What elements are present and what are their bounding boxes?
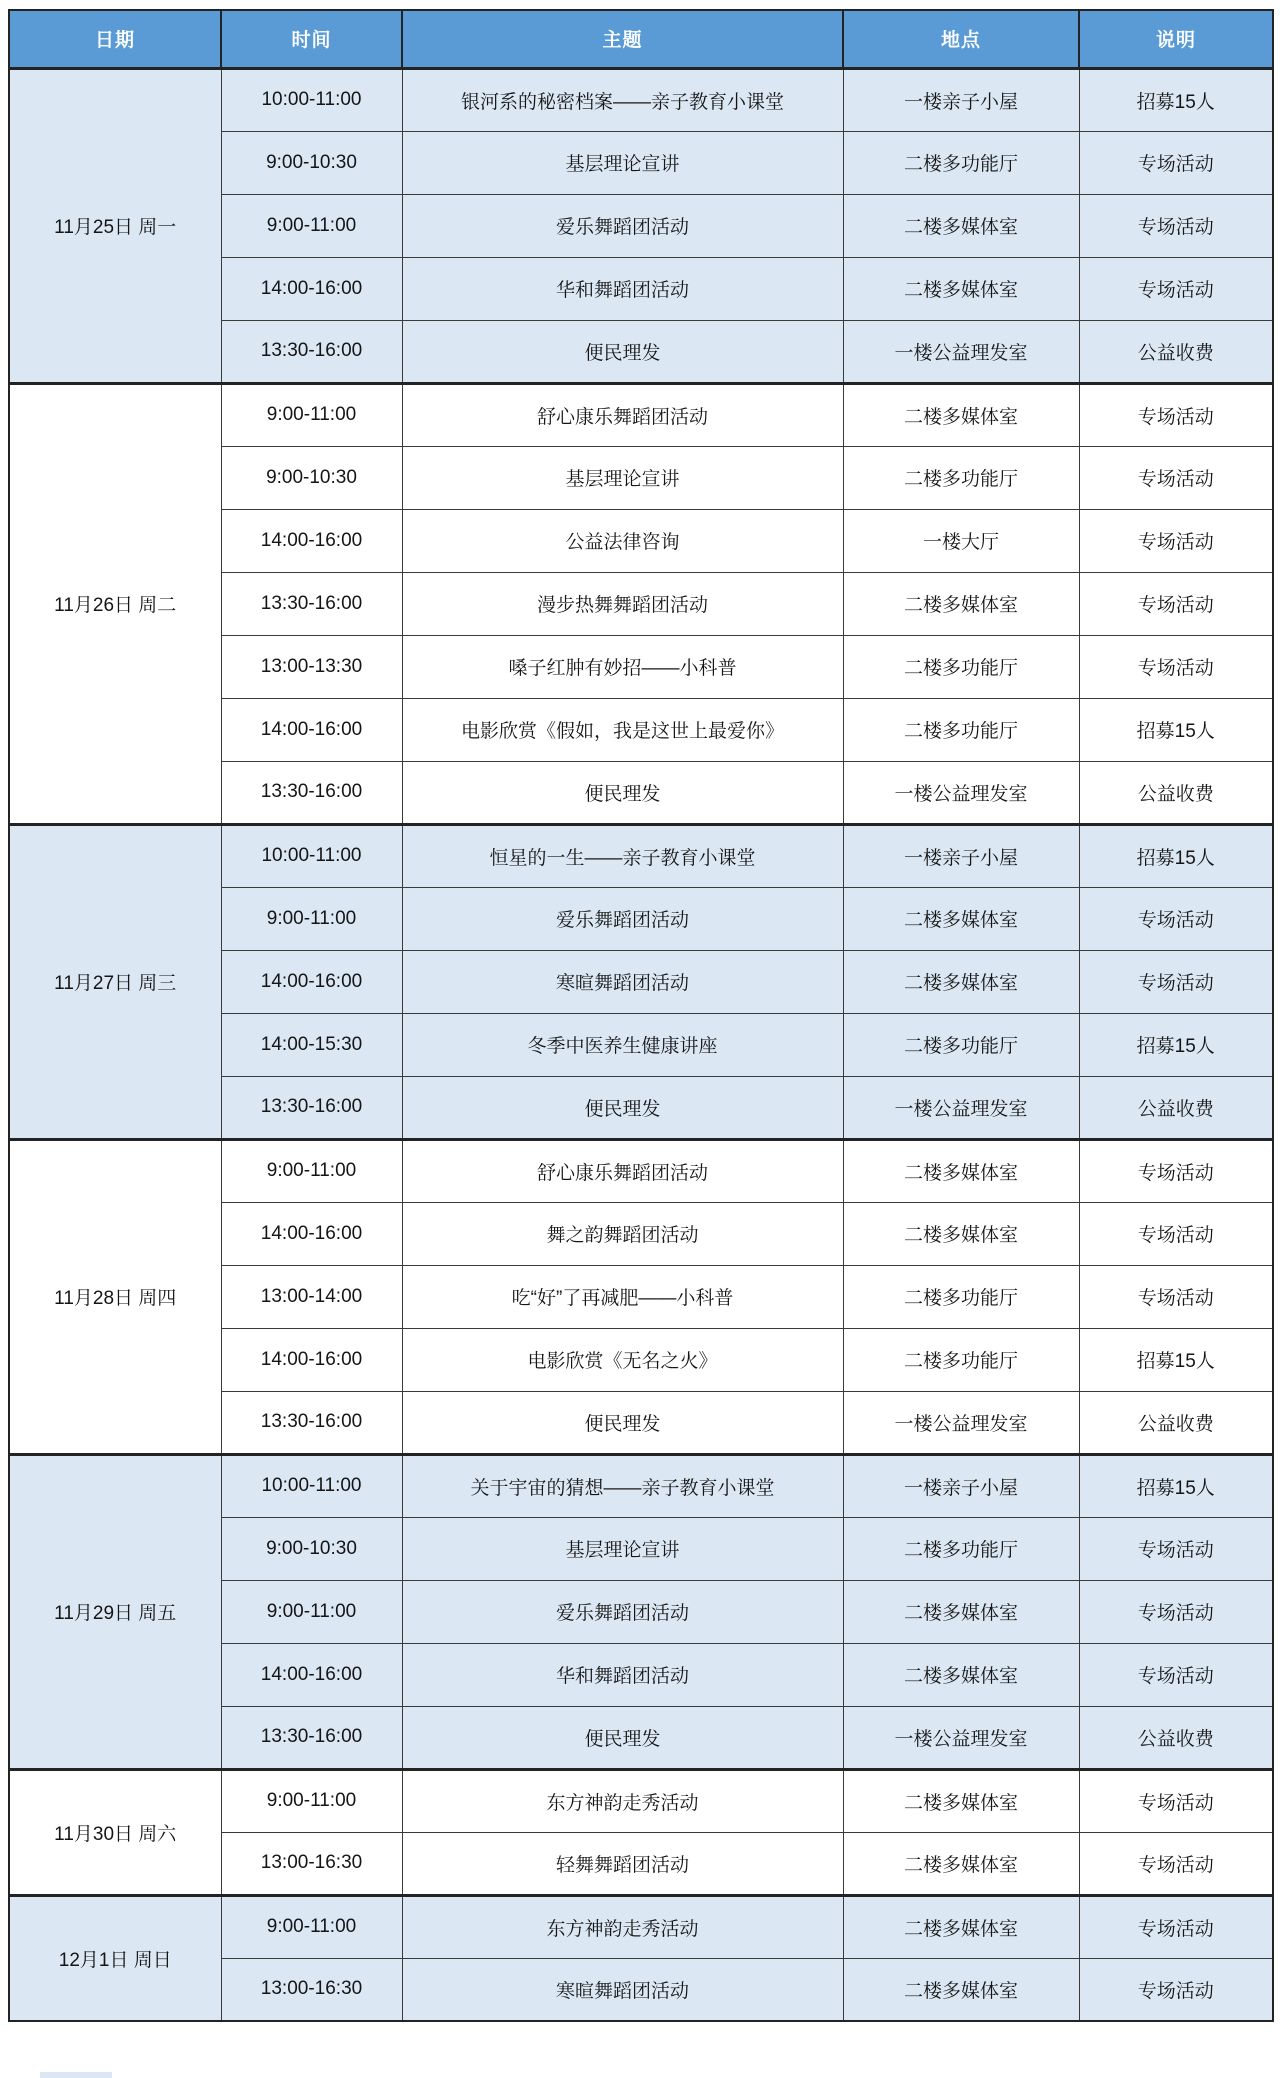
- location-cell: 二楼多媒体室: [843, 572, 1079, 635]
- time-cell: 9:00-11:00: [221, 194, 402, 257]
- header-row: [9, 10, 1273, 68]
- time-cell: 14:00-15:30: [221, 1013, 402, 1076]
- topic-cell: 东方神韵走秀活动: [402, 1895, 843, 1958]
- topic-cell: 基层理论宣讲: [402, 131, 843, 194]
- time-cell: 14:00-16:00: [221, 509, 402, 572]
- column-header-date: 日期: [9, 10, 221, 68]
- topic-cell: 吃“好”了再减肥——小科普: [402, 1265, 843, 1328]
- topic-cell: 东方神韵走秀活动: [402, 1769, 843, 1832]
- time-cell: 10:00-11:00: [221, 824, 402, 887]
- topic-cell: 恒星的一生——亲子教育小课堂: [402, 824, 843, 887]
- topic-cell: 基层理论宣讲: [402, 446, 843, 509]
- table-row: [9, 68, 1273, 131]
- note-cell: 招募15人: [1079, 1328, 1273, 1391]
- location-cell: 二楼多媒体室: [843, 1139, 1079, 1202]
- time-cell: 13:00-16:30: [221, 1832, 402, 1895]
- location-cell: 二楼多功能厅: [843, 1013, 1079, 1076]
- table-row: [9, 383, 1273, 446]
- time-cell: 13:30-16:00: [221, 1076, 402, 1139]
- note-cell: 专场活动: [1079, 950, 1273, 1013]
- location-cell: 二楼多功能厅: [843, 1328, 1079, 1391]
- column-header-note: 说明: [1079, 10, 1273, 68]
- note-cell: 专场活动: [1079, 1643, 1273, 1706]
- table-row: [9, 1454, 1273, 1517]
- note-cell: 公益收费: [1079, 1706, 1273, 1769]
- date-cell: 11月29日 周五: [9, 1454, 221, 1769]
- location-cell: 二楼多媒体室: [843, 1580, 1079, 1643]
- date-cell: 11月26日 周二: [9, 383, 221, 824]
- note-cell: 招募15人: [1079, 698, 1273, 761]
- location-cell: 二楼多媒体室: [843, 194, 1079, 257]
- time-cell: 9:00-11:00: [221, 1139, 402, 1202]
- topic-cell: 银河系的秘密档案——亲子教育小课堂: [402, 68, 843, 131]
- time-cell: 9:00-10:30: [221, 446, 402, 509]
- table-row: [9, 824, 1273, 887]
- column-header-topic: 主题: [402, 10, 843, 68]
- topic-cell: 便民理发: [402, 320, 843, 383]
- topic-cell: 寒暄舞蹈团活动: [402, 1958, 843, 2021]
- date-cell: 11月30日 周六: [9, 1769, 221, 1895]
- note-cell: 专场活动: [1079, 257, 1273, 320]
- note-cell: 专场活动: [1079, 1517, 1273, 1580]
- table-row: [9, 1769, 1273, 1832]
- topic-cell: 电影欣赏《假如，我是这世上最爱你》: [402, 698, 843, 761]
- note-cell: 专场活动: [1079, 1139, 1273, 1202]
- time-cell: 13:30-16:00: [221, 320, 402, 383]
- time-cell: 14:00-16:00: [221, 1202, 402, 1265]
- topic-cell: 舒心康乐舞蹈团活动: [402, 383, 843, 446]
- note-cell: 公益收费: [1079, 1391, 1273, 1454]
- location-cell: 二楼多媒体室: [843, 257, 1079, 320]
- note-cell: 专场活动: [1079, 509, 1273, 572]
- table-row: [9, 1895, 1273, 1958]
- topic-cell: 舒心康乐舞蹈团活动: [402, 1139, 843, 1202]
- location-cell: 一楼公益理发室: [843, 1076, 1079, 1139]
- location-cell: 二楼多功能厅: [843, 698, 1079, 761]
- note-cell: 公益收费: [1079, 320, 1273, 383]
- location-cell: 二楼多媒体室: [843, 1895, 1079, 1958]
- note-cell: 招募15人: [1079, 1013, 1273, 1076]
- topic-cell: 爱乐舞蹈团活动: [402, 194, 843, 257]
- topic-cell: 电影欣赏《无名之火》: [402, 1328, 843, 1391]
- note-cell: 专场活动: [1079, 383, 1273, 446]
- location-cell: 一楼公益理发室: [843, 761, 1079, 824]
- time-cell: 9:00-11:00: [221, 887, 402, 950]
- time-cell: 14:00-16:00: [221, 698, 402, 761]
- time-cell: 10:00-11:00: [221, 1454, 402, 1517]
- location-cell: 二楼多功能厅: [843, 1265, 1079, 1328]
- note-cell: 公益收费: [1079, 1076, 1273, 1139]
- topic-cell: 爱乐舞蹈团活动: [402, 887, 843, 950]
- table-row: [9, 1139, 1273, 1202]
- note-cell: 公益收费: [1079, 761, 1273, 824]
- time-cell: 9:00-11:00: [221, 1769, 402, 1832]
- time-cell: 14:00-16:00: [221, 257, 402, 320]
- note-cell: 专场活动: [1079, 131, 1273, 194]
- note-cell: 专场活动: [1079, 194, 1273, 257]
- time-cell: 14:00-16:00: [221, 950, 402, 1013]
- topic-cell: 寒暄舞蹈团活动: [402, 950, 843, 1013]
- location-cell: 一楼大厅: [843, 509, 1079, 572]
- topic-cell: 华和舞蹈团活动: [402, 257, 843, 320]
- note-cell: 专场活动: [1079, 1958, 1273, 2021]
- location-cell: 一楼公益理发室: [843, 1706, 1079, 1769]
- time-cell: 13:00-14:00: [221, 1265, 402, 1328]
- topic-cell: 便民理发: [402, 1706, 843, 1769]
- topic-cell: 漫步热舞舞蹈团活动: [402, 572, 843, 635]
- note-cell: 专场活动: [1079, 1202, 1273, 1265]
- location-cell: 一楼亲子小屋: [843, 1454, 1079, 1517]
- location-cell: 二楼多媒体室: [843, 1832, 1079, 1895]
- location-cell: 二楼多媒体室: [843, 1643, 1079, 1706]
- table-body: [9, 68, 1273, 2021]
- time-cell: 9:00-10:30: [221, 1517, 402, 1580]
- note-cell: 专场活动: [1079, 1265, 1273, 1328]
- date-cell: 12月1日 周日: [9, 1895, 221, 2021]
- topic-cell: 舞之韵舞蹈团活动: [402, 1202, 843, 1265]
- topic-cell: 便民理发: [402, 1076, 843, 1139]
- location-cell: 二楼多媒体室: [843, 383, 1079, 446]
- location-cell: 一楼公益理发室: [843, 1391, 1079, 1454]
- location-cell: 二楼多功能厅: [843, 635, 1079, 698]
- time-cell: 9:00-11:00: [221, 1895, 402, 1958]
- time-cell: 10:00-11:00: [221, 68, 402, 131]
- topic-cell: 爱乐舞蹈团活动: [402, 1580, 843, 1643]
- note-cell: 专场活动: [1079, 1832, 1273, 1895]
- note-cell: 专场活动: [1079, 887, 1273, 950]
- date-cell: 11月28日 周四: [9, 1139, 221, 1454]
- time-cell: 9:00-10:30: [221, 131, 402, 194]
- topic-cell: 轻舞舞蹈团活动: [402, 1832, 843, 1895]
- location-cell: 二楼多媒体室: [843, 1202, 1079, 1265]
- note-cell: 专场活动: [1079, 446, 1273, 509]
- note-cell: 专场活动: [1079, 1580, 1273, 1643]
- topic-cell: 便民理发: [402, 761, 843, 824]
- schedule-table: [8, 9, 1274, 2022]
- location-cell: 一楼亲子小屋: [843, 68, 1079, 131]
- time-cell: 13:30-16:00: [221, 1706, 402, 1769]
- cutoff-artifact: [40, 2072, 112, 2078]
- table-header: [9, 10, 1273, 68]
- topic-cell: 便民理发: [402, 1391, 843, 1454]
- location-cell: 二楼多功能厅: [843, 131, 1079, 194]
- location-cell: 二楼多媒体室: [843, 1958, 1079, 2021]
- time-cell: 9:00-11:00: [221, 1580, 402, 1643]
- note-cell: 专场活动: [1079, 635, 1273, 698]
- topic-cell: 关于宇宙的猜想——亲子教育小课堂: [402, 1454, 843, 1517]
- topic-cell: 公益法律咨询: [402, 509, 843, 572]
- location-cell: 一楼亲子小屋: [843, 824, 1079, 887]
- time-cell: 9:00-11:00: [221, 383, 402, 446]
- note-cell: 专场活动: [1079, 572, 1273, 635]
- topic-cell: 冬季中医养生健康讲座: [402, 1013, 843, 1076]
- location-cell: 一楼公益理发室: [843, 320, 1079, 383]
- topic-cell: 嗓子红肿有妙招——小科普: [402, 635, 843, 698]
- time-cell: 14:00-16:00: [221, 1643, 402, 1706]
- location-cell: 二楼多功能厅: [843, 446, 1079, 509]
- note-cell: 招募15人: [1079, 1454, 1273, 1517]
- time-cell: 14:00-16:00: [221, 1328, 402, 1391]
- time-cell: 13:30-16:00: [221, 572, 402, 635]
- location-cell: 二楼多媒体室: [843, 887, 1079, 950]
- note-cell: 专场活动: [1079, 1769, 1273, 1832]
- time-cell: 13:00-13:30: [221, 635, 402, 698]
- column-header-location: 地点: [843, 10, 1079, 68]
- column-header-time: 时间: [221, 10, 402, 68]
- topic-cell: 华和舞蹈团活动: [402, 1643, 843, 1706]
- time-cell: 13:30-16:00: [221, 1391, 402, 1454]
- date-cell: 11月27日 周三: [9, 824, 221, 1139]
- location-cell: 二楼多媒体室: [843, 950, 1079, 1013]
- time-cell: 13:30-16:00: [221, 761, 402, 824]
- topic-cell: 基层理论宣讲: [402, 1517, 843, 1580]
- note-cell: 招募15人: [1079, 824, 1273, 887]
- date-cell: 11月25日 周一: [9, 68, 221, 383]
- time-cell: 13:00-16:30: [221, 1958, 402, 2021]
- location-cell: 二楼多功能厅: [843, 1517, 1079, 1580]
- note-cell: 专场活动: [1079, 1895, 1273, 1958]
- note-cell: 招募15人: [1079, 68, 1273, 131]
- location-cell: 二楼多媒体室: [843, 1769, 1079, 1832]
